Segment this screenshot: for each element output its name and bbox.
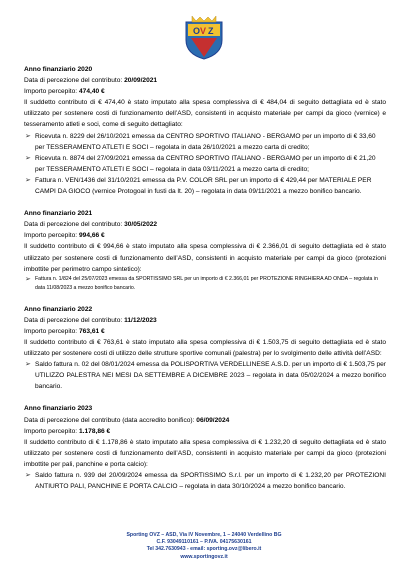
footer-contacts: Tel 342.7630943 - email: sporting.ovz@libero.it <box>146 546 262 553</box>
arrow-bullet-icon: ➢ <box>25 361 31 369</box>
section-2022 <box>24 304 386 393</box>
section-2023 <box>24 403 386 492</box>
section-title: Anno finanziario 2022 <box>24 305 93 313</box>
section-intro: Il suddetto contributo di € 763,61 è stato imputato alla spesa complessiva di € 1.503,75 di seguito dettagliata ed è stato utilizzato per sostenere costi di utilizzo delle strutture sportive comunali (palestra) per lo svolgimento delle attività dell’ASD: <box>24 338 386 358</box>
section-2020 <box>24 64 386 197</box>
footer-address: Sporting OVZ – ASD, Via IV Novembre, 1 – 24040 Verdellino BG <box>126 532 282 538</box>
arrow-bullet-icon: ➢ <box>25 132 31 140</box>
section-intro: Il suddetto contributo di € 1.178,86 è stato imputato alla spesa complessiva di € 1.232,20 di seguito dettagliata ed è stato utilizzato per sostenere costi di funzionamento dell’ASD, consistenti in acquisto materiale per campi da gioco (protezioni imbottite per pali, panchine e porta calcio): <box>24 438 386 468</box>
amount-label: Importo percepito: <box>24 232 79 240</box>
expense-list <box>24 131 386 198</box>
expense-list <box>24 275 386 293</box>
crest-letter-z: Z <box>208 26 214 36</box>
footer-website: www.sportingovz.it <box>180 553 228 560</box>
date-line <box>24 315 386 326</box>
date-line <box>24 415 386 426</box>
expense-list <box>24 470 386 492</box>
list-item <box>24 153 386 175</box>
date-line <box>24 219 386 230</box>
date-label: Data di percezione del contributo: <box>24 77 125 85</box>
arrow-bullet-icon: ➢ <box>25 176 31 184</box>
list-item-text: Saldo fattura n. 939 del 20/09/2024 emessa da SPORTISSIMO S.r.l. per un importo di € 1.232,20 per PROTEZIONI ANTIURTO PALI, PANCHINE E PORTA CALCIO – regolata in data 30/10/2024 a mezzo bonifico bancario. <box>35 472 386 491</box>
date-value: 11/12/2023 <box>124 316 157 324</box>
crest-letter-o: O <box>193 26 201 36</box>
date-label: Data di percezione del contributo: <box>24 221 125 229</box>
list-item-text: Ricevuta n. 8229 del 26/10/2021 emessa da CENTRO SPORTIVO ITALIANO - BERGAMO per un importo di € 33,60 per TESSERAMENTO ATLETI E SOCI – regolata in data 26/10/2021 a mezzo carta di credito; <box>35 132 376 151</box>
list-item <box>24 470 386 492</box>
section-title: Anno finanziario 2021 <box>24 210 93 218</box>
amount-label: Importo percepito: <box>24 427 79 435</box>
footer-tax-ids: C.F. 93049110161 – P.IVA. 04175630161 <box>156 539 252 546</box>
list-item <box>24 275 386 293</box>
amount-line <box>24 230 386 241</box>
amount-value: 763,61 € <box>78 327 105 335</box>
page-footer <box>0 532 408 561</box>
date-label: Data di percezione del contributo: <box>24 316 125 324</box>
arrow-bullet-icon: ➢ <box>25 472 31 479</box>
list-item <box>24 175 386 197</box>
section-intro: Il suddetto contributo di € 474,40 è stato imputato alla spesa complessiva di € 484,04 di seguito dettagliata ed è stato utilizzato per sostenere costi di funzionamento dell’ASD, consistenti in acquisto materiale per campi da gioco (vernice) e tesseramento atleti e soci, come di seguito dettagliato: <box>24 99 386 129</box>
section-intro: Il suddetto contributo di € 994,66 è stato imputato alla spesa complessiva di € 2.366,01 di seguito dettagliata ed è stato utilizzato per sostenere costi di funzionamento dell’ASD, consistenti in acquisto materiale per campi da gioco (protezioni imbottite per perimetro campo sintetico): <box>24 243 386 273</box>
date-line <box>24 75 386 86</box>
document-body <box>24 64 386 492</box>
arrow-bullet-icon: ➢ <box>25 154 31 162</box>
date-value: 06/09/2024 <box>196 416 230 424</box>
amount-value: 994,66 € <box>78 232 105 240</box>
arrow-bullet-icon: ➢ <box>25 275 31 283</box>
amount-value: 1.178,86 € <box>78 427 111 435</box>
list-item <box>24 131 386 153</box>
list-item-text: Saldo fattura n. 02 del 08/01/2024 emessa da POLISPORTIVA VERDELLINESE A.S.D. per un importo di € 1.503,75 per UTILIZZO PALESTRA NEI MESI DA SETTEMBRE A DICEMBRE 2023 – regolata in data 05/02/2024 a mezzo bonifico bancario. <box>35 361 386 391</box>
amount-label: Importo percepito: <box>24 327 79 335</box>
list-item-text: Fattura n. 1/824 del 25/07/2023 emessa da SPORTISSIMO SRL per un importo di € 2.366,01 per PROTEZIONE RINGHIERA AD ONDA – regolata in data 11/08/2023 a mezzo bonifico bancario. <box>35 275 378 291</box>
date-value: 30/05/2022 <box>124 221 158 229</box>
amount-label: Importo percepito: <box>24 88 79 96</box>
club-crest-icon <box>182 14 226 60</box>
expense-list <box>24 359 386 392</box>
section-title: Anno finanziario 2020 <box>24 66 93 73</box>
date-value: 20/09/2021 <box>124 77 158 85</box>
amount-value: 474,40 € <box>78 88 105 96</box>
amount-line <box>24 426 386 437</box>
crest-letter-v: V <box>200 26 207 36</box>
list-item-text: Ricevuta n. 8874 del 27/09/2021 emessa da CENTRO SPORTIVO ITALIANO - BERGAMO per un importo di € 21,20 per TESSERAMENTO ATLETI E SOCI – regolata in data 03/11/2021 a mezzo carta di credito; <box>35 154 376 173</box>
amount-line <box>24 86 386 97</box>
list-item <box>24 359 386 392</box>
date-label: Data di percezione del contributo (data accredito bonifico): <box>24 416 197 424</box>
amount-line <box>24 326 386 337</box>
list-item-text: Fattura n. VEN/1436 del 31/10/2021 emessa da P.V. COLOR SRL per un importo di € 429,44 per MATERIALE PER CAMPI DA GIOCO (vernice Protogoal in fusti da lt. 20) – regolata in data 09/11/2021 a mezzo bonifico bancario. <box>35 176 372 196</box>
section-title: Anno finanziario 2023 <box>24 405 93 413</box>
section-2021 <box>24 208 386 293</box>
